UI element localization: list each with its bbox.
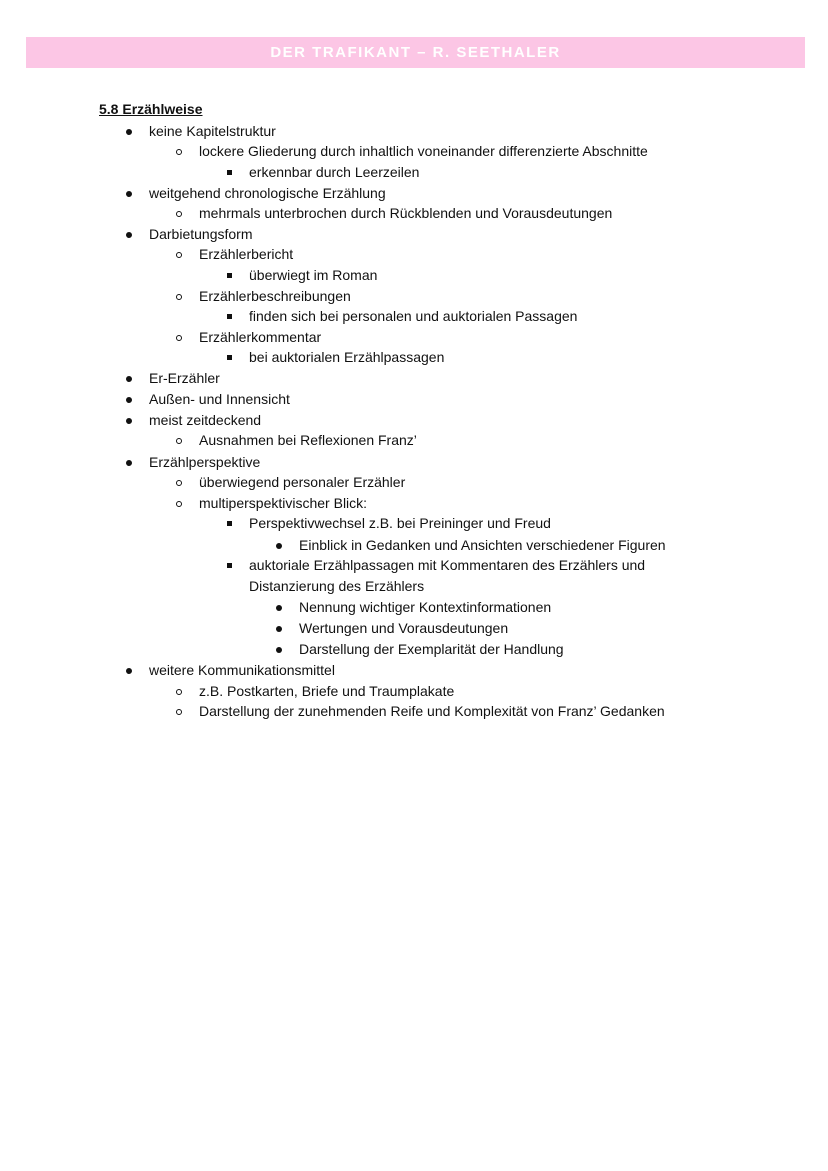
bullet-dot-icon [126, 418, 132, 424]
list-item: Außen- und Innensicht [149, 391, 290, 407]
bullet-circle-icon [176, 501, 182, 507]
list-item: Er-Erzähler [149, 370, 220, 386]
bullet-dot-icon [276, 605, 282, 611]
bullet-square-icon [227, 355, 232, 360]
list-item: meist zeitdeckend [149, 412, 262, 428]
document-title: DER TRAFIKANT – R. SEETHALER [270, 44, 561, 61]
list-item: erkennbar durch Leerzeilen [249, 164, 420, 180]
list-item: Erzählerbericht [199, 246, 294, 262]
list-item: mehrmals unterbrochen durch Rückblenden und Vorausdeutungen [199, 205, 613, 221]
bullet-circle-icon [176, 438, 182, 444]
bullet-square-icon [227, 273, 232, 278]
bullet-circle-icon [176, 211, 182, 217]
header-banner [26, 37, 805, 68]
bullet-dot-icon [276, 626, 282, 632]
bullet-square-icon [227, 170, 232, 175]
list-item: überwiegend personaler Erzähler [199, 474, 406, 490]
list-item: Darbietungsform [149, 226, 253, 242]
section-heading: 5.8 Erzählweise [99, 101, 203, 117]
bullet-dot-icon [126, 460, 132, 466]
bullet-dot-icon [276, 543, 282, 549]
bullet-square-icon [227, 314, 232, 319]
list-item: Distanzierung des Erzählers [249, 578, 425, 594]
bullet-circle-icon [176, 252, 182, 258]
list-item: Erzählperspektive [149, 454, 261, 470]
list-item: z.B. Postkarten, Briefe und Traumplakate [199, 683, 455, 699]
list-item: Erzählerkommentar [199, 329, 322, 345]
bullet-dot-icon [126, 191, 132, 197]
bullet-dot-icon [126, 129, 132, 135]
list-item: Ausnahmen bei Reflexionen Franz’ [199, 432, 417, 448]
bullet-circle-icon [176, 149, 182, 155]
bullet-circle-icon [176, 709, 182, 715]
bullet-circle-icon [176, 335, 182, 341]
list-item: Darstellung der Exemplarität der Handlung [299, 641, 564, 657]
bullet-square-icon [227, 563, 232, 568]
list-item: auktoriale Erzählpassagen mit Kommentaren des Erzählers und [249, 557, 646, 573]
bullet-circle-icon [176, 689, 182, 695]
list-item: weitgehend chronologische Erzählung [149, 185, 386, 201]
bullet-dot-icon [126, 376, 132, 382]
list-item: Wertungen und Vorausdeutungen [299, 620, 509, 636]
list-item: lockere Gliederung durch inhaltlich voneinander differenzierte Abschnitte [199, 143, 648, 159]
bullet-dot-icon [126, 668, 132, 674]
bullet-dot-icon [276, 647, 282, 653]
bullet-circle-icon [176, 480, 182, 486]
list-item: Einblick in Gedanken und Ansichten verschiedener Figuren [299, 537, 666, 553]
list-item: finden sich bei personalen und auktorialen Passagen [249, 308, 578, 324]
list-item: Darstellung der zunehmenden Reife und Komplexität von Franz’ Gedanken [199, 703, 665, 719]
list-item: keine Kapitelstruktur [149, 123, 276, 139]
bullet-dot-icon [126, 397, 132, 403]
list-item: weitere Kommunikationsmittel [149, 662, 335, 678]
list-item: Erzählerbeschreibungen [199, 288, 351, 304]
list-item: Perspektivwechsel z.B. bei Preininger und Freud [249, 515, 551, 531]
bullet-square-icon [227, 521, 232, 526]
list-item: multiperspektivischer Blick: [199, 495, 368, 511]
bullet-circle-icon [176, 294, 182, 300]
bullet-dot-icon [126, 232, 132, 238]
list-item: bei auktorialen Erzählpassagen [249, 349, 445, 365]
list-item: Nennung wichtiger Kontextinformationen [299, 599, 552, 615]
list-item: überwiegt im Roman [249, 267, 378, 283]
